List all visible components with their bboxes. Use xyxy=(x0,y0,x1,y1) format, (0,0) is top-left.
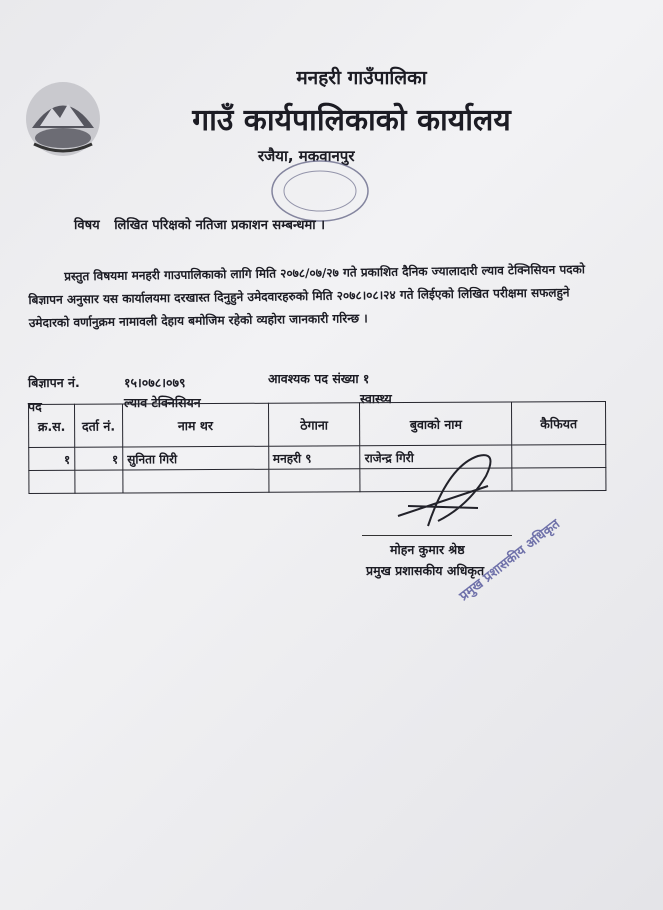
office-name: गाउँ कार्यपालिकाको कार्यालय xyxy=(192,103,511,138)
ad-number: १५।०७८।०७९ xyxy=(124,375,186,390)
cell-name xyxy=(123,469,269,493)
cell-serial: १ xyxy=(29,447,75,470)
signatory-title: प्रमुख प्रशासकीय अधिकृत xyxy=(366,563,485,578)
signature-line xyxy=(362,535,512,536)
col-header-father-name: बुवाको नाम xyxy=(360,402,512,446)
municipality-name: मनहरी गाउँपालिका xyxy=(296,67,427,89)
subject-text: लिखित परिक्षको नतिजा प्रकाशन सम्बन्धमा । xyxy=(114,218,326,233)
cell-reg-no xyxy=(75,470,123,493)
required-posts: आवश्यक पद संख्या १ xyxy=(268,371,370,386)
cell-serial xyxy=(29,470,75,493)
body-paragraph: प्रस्तुत विषयमा मनहरी गाउपालिकाको लागि मिति २०७८/०७/२७ गते प्रकाशित दैनिक ज्यालादारी ल्याव टेक्निसियन पदको बिज्ञापन अनुसार यस कार्यालयमा दरखास्त दिनुहुने उमेदवारहरुको मिति २०७८।०८।२४ गते लिईएको लिखित परीक्षमा सफलहुने उमेदारको वर्णानुक्रम नामावली देहाय बमोजिम रहेको व्यहोरा जानकारी गरिन्छ । xyxy=(28,262,586,330)
subject-label: विषय xyxy=(74,218,100,233)
col-header-remarks: कैफियत xyxy=(512,401,606,444)
table-header-row xyxy=(29,401,606,447)
table-row xyxy=(29,444,606,470)
cell-address: मनहरी ९ xyxy=(268,446,360,469)
col-header-address: ठेगाना xyxy=(268,403,360,446)
ad-label: बिज्ञापन नं. xyxy=(28,375,80,390)
table-row xyxy=(29,467,606,493)
subject-line xyxy=(74,215,325,233)
officer-stamp: प्रमुख प्रशासकीय अधिकृत xyxy=(456,516,563,605)
cell-name: सुनिता गिरी xyxy=(123,446,269,470)
post-label: पद xyxy=(28,399,42,414)
col-header-serial: क्र.स. xyxy=(29,404,75,447)
cell-address xyxy=(268,469,360,492)
handwritten-signature xyxy=(368,446,518,536)
cell-remarks xyxy=(512,467,606,490)
col-header-reg-no: दर्ता नं. xyxy=(74,404,122,447)
col-header-name: नाम थर xyxy=(122,403,268,447)
cell-reg-no: १ xyxy=(75,447,123,470)
cell-father-name: राजेन्द्र गिरी xyxy=(360,445,512,469)
office-location: रजैया, मकवानपुर xyxy=(258,147,355,165)
post-value: ल्याव टेक्निसियन xyxy=(124,395,201,410)
cell-remarks xyxy=(512,444,606,467)
service-value: स्वास्थ्य xyxy=(360,391,392,406)
signatory-name: मोहन कुमार श्रेष्ठ xyxy=(390,542,465,557)
results-table xyxy=(28,401,606,494)
